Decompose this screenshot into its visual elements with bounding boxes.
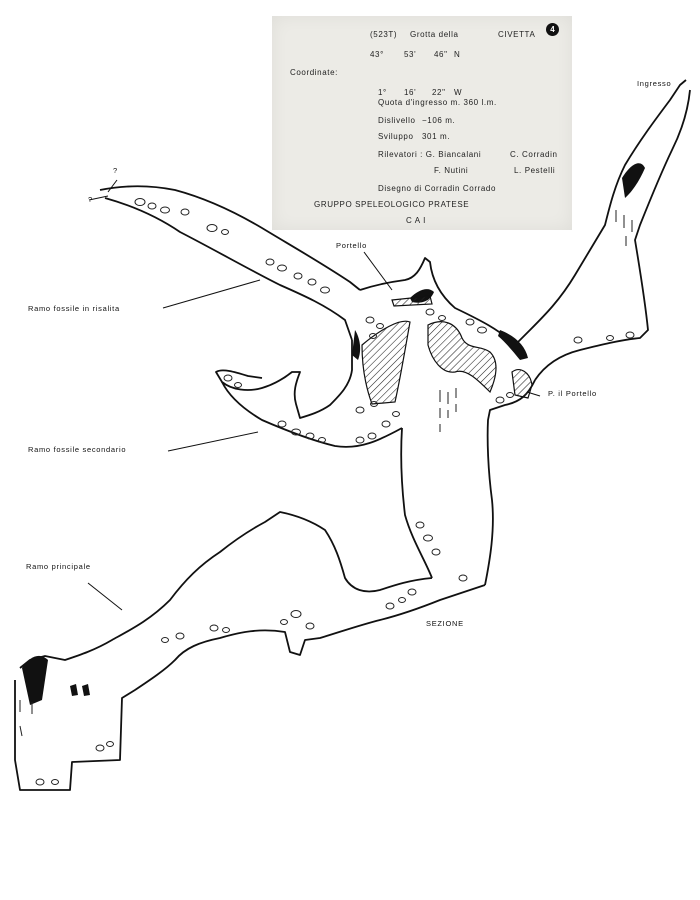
latitude-minutes: 53' [404, 50, 417, 59]
sviluppo-label: Sviluppo [378, 132, 414, 141]
cave-name: CIVETTA [498, 30, 536, 39]
cave-name-prefix: Grotta della [410, 30, 459, 39]
hatched-deposit-3 [512, 370, 532, 398]
sviluppo-value: 301 m. [422, 132, 451, 141]
latitude-seconds: 46" [434, 50, 448, 59]
hatched-deposit-1 [362, 321, 410, 404]
group-name: GRUPPO SPELEOLOGICO PRATESE [314, 200, 470, 209]
label-ramo-principale: Ramo principale [26, 562, 91, 571]
label-leader-lines [88, 180, 540, 610]
longitude-direction: W [454, 88, 463, 97]
central-shaft-left-outline [401, 428, 432, 578]
p-portello-outline [485, 380, 535, 585]
secondary-branch-outline [216, 340, 352, 418]
label-p-portello: P. il Portello [548, 389, 597, 398]
hatched-deposit-portello [392, 296, 432, 306]
label-ingresso: Ingresso [637, 79, 672, 88]
label-ramo-fossile-secondario: Ramo fossile secondario [28, 445, 127, 454]
latitude-degrees: 43° [370, 50, 384, 59]
label-question-upper: ? [113, 166, 118, 175]
dislivello-label: Dislivello [378, 116, 416, 125]
label-question-lower: ? [88, 195, 93, 204]
hatched-deposits [362, 296, 532, 404]
wall-shading [22, 163, 645, 705]
label-sezione: SEZIONE [426, 619, 464, 628]
longitude-degrees: 1° [378, 88, 387, 97]
coordinate-label: Coordinate: [290, 68, 338, 77]
longitude-seconds: 22" [432, 88, 446, 97]
surveyor-3: F. Nutini [434, 166, 469, 175]
label-ramo-fossile-risalita: Ramo fossile in risalita [28, 304, 120, 313]
label-portello: Portello [336, 241, 368, 250]
cai-label: C A I [406, 216, 426, 225]
latitude-direction: N [454, 50, 461, 59]
cadastral-number: (523T) [370, 30, 398, 39]
surveyor-4: L. Pestelli [514, 166, 556, 175]
drawn-by: Disegno di Corradin Corrado [378, 184, 497, 193]
surveyors-label: Rilevatori : G. Biancalani [378, 150, 482, 159]
shaft-dash-marks [20, 210, 632, 736]
surveyor-2: C. Corradin [510, 150, 558, 159]
entrance-altitude: Quota d'ingresso m. 360 l.m. [378, 98, 497, 107]
map-number-badge: 4 [546, 23, 559, 36]
survey-legend [272, 16, 572, 230]
boulders [36, 199, 634, 786]
dislivello-value: −106 m. [422, 116, 456, 125]
longitude-minutes: 16' [404, 88, 417, 97]
ramo-principale-upper-outline [20, 512, 432, 668]
